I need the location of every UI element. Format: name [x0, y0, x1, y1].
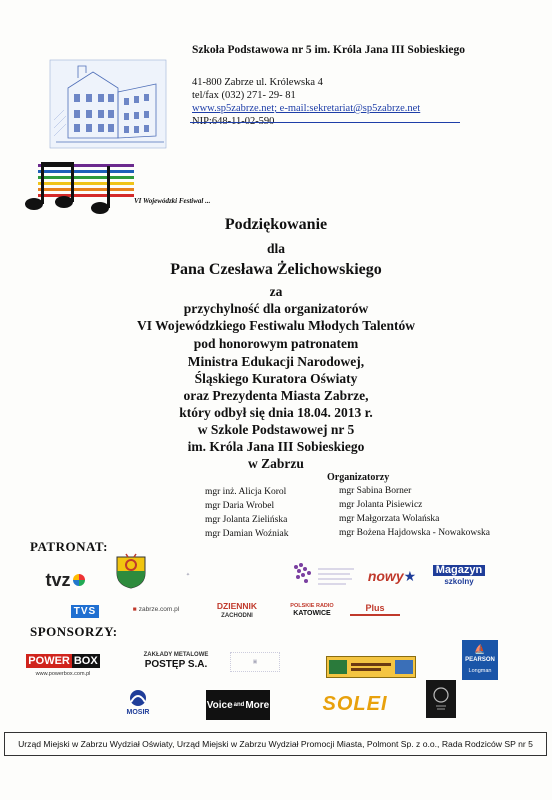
polskie-radio-katowice-logo — [286, 601, 338, 619]
school-phone: tel/fax (032) 271- 29- 81 — [192, 90, 296, 101]
pearson-ship-icon: ⛵ — [474, 643, 486, 654]
magazyn-logo-text: Magazyn — [433, 565, 485, 576]
nowy-logo — [367, 566, 417, 586]
voice-and-text: and — [233, 702, 245, 708]
letter-za: za — [269, 284, 283, 299]
zabrze-com-text: zabrze.com.pl — [138, 605, 180, 613]
letter-recipient: Pana Czesława Żelichowskiego — [170, 261, 382, 278]
postep-text: POSTĘP S.A. — [144, 659, 208, 670]
letter-line: pod honorowym patronatem — [193, 336, 359, 351]
organizer-name: mgr Bożena Hajdowska - Nowakowska — [339, 528, 490, 538]
organizer-name: mgr Jolanta Zielińska — [205, 515, 288, 525]
school-name: Szkoła Podstawowa nr 5 im. Króla Jana III Sobieskiego — [192, 44, 465, 56]
dziennik-logo-text: DZIENNIK — [216, 601, 258, 611]
postep-logo — [142, 649, 210, 671]
letter-line: im. Króla Jana III Sobieskiego — [187, 439, 365, 454]
tvz-logo-text: tvz — [45, 569, 71, 590]
tvz-logo — [40, 566, 90, 594]
organizer-name: mgr Jolanta Pisiewicz — [339, 500, 423, 510]
zabrze-com-logo — [128, 602, 184, 616]
footer-sponsors-note: Urząd Miejski w Zabrzu Wydział Oświaty, Urząd Miejski w Zabrzu Wydział Promocji Miasta, Polmont Sp. z o.o., Rada Rodziców SP nr 5 — [4, 732, 547, 756]
solei-logo — [322, 690, 388, 718]
powerbox-logo-text: POWER — [28, 655, 70, 667]
school-building-sketch — [48, 58, 168, 150]
plus-logo — [350, 602, 400, 616]
email-link[interactable]: sekretariat@sp5zabrze.net — [309, 103, 421, 114]
zabrze-coat-of-arms — [114, 551, 148, 589]
email-label: ; e-mail: — [274, 103, 310, 114]
dziennik-logo-subtext: ZACHODNI — [221, 613, 253, 619]
festival-logo-caption: VI Wojewódzki Festiwal ... — [134, 197, 211, 205]
letter-line: przychylność dla organizatorów — [183, 301, 369, 316]
school-address: 41-800 Zabrze ul. Królewska 4 — [192, 77, 323, 88]
magazyn-logo-subtext: szkolny — [444, 577, 474, 586]
voice-more-text: More — [245, 699, 270, 711]
powerbox-url: www.powerbox.com.pl — [35, 671, 91, 677]
regional-patron-logo — [290, 559, 360, 591]
header-rule — [190, 122, 460, 123]
dziennik-zachodni-logo — [214, 600, 260, 622]
letter-line: w Zabrzu — [248, 456, 304, 471]
voice-and-more-logo — [206, 690, 270, 720]
sponsorzy-label: SPONSORZY: — [30, 624, 118, 639]
faint-sponsor-logo: ▣ — [230, 652, 280, 672]
dark-emblem-logo — [426, 680, 456, 718]
pearson-longman-logo — [462, 640, 498, 680]
polskie-radio-subtext: KATOWICE — [293, 610, 331, 617]
zabrze-com-mark: ■ — [132, 605, 137, 613]
organizer-name: mgr inż. Alicja Korol — [205, 487, 287, 497]
festival-music-notes-logo — [12, 158, 142, 218]
tvz-colour-mark — [73, 574, 85, 586]
organizer-name: mgr Małgorzata Wolańska — [339, 514, 440, 524]
pearson-text: PEARSON — [465, 656, 495, 663]
nowy-logo-text: nowy — [367, 568, 404, 584]
tvs-logo-text: TVS — [71, 605, 99, 618]
voice-text: Voice — [206, 699, 233, 711]
letter-title: Podziękowanie — [224, 216, 328, 233]
school-contact-links — [192, 102, 420, 115]
zaklady-text: ZAKŁADY METALOWE — [143, 652, 209, 658]
solei-logo-text: SOLEI — [322, 692, 388, 715]
patronat-label: PATRONAT: — [30, 539, 108, 554]
organizer-name: mgr Damian Woźniak — [205, 529, 289, 539]
organizer-name: mgr Sabina Borner — [339, 486, 412, 496]
school-nip: NIP:648-11-02-590 — [192, 116, 275, 127]
mosir-logo — [120, 686, 156, 720]
mosir-text: MOSIR — [126, 709, 150, 716]
mosir-emblem — [125, 688, 151, 708]
letter-line: VI Wojewódzkiego Festiwalu Młodych Talentów — [136, 318, 415, 333]
letter-dla: dla — [266, 241, 285, 256]
organizers-title: Organizatorzy — [327, 472, 390, 483]
website-link[interactable]: www.sp5zabrze.net — [192, 103, 275, 114]
letter-line: który odbył się dnia 18.04. 2013 r. — [179, 405, 373, 420]
powerbox-logo-box: BOX — [73, 655, 98, 667]
powerbox-wordmark — [26, 654, 99, 668]
magazyn-szkolny-logo — [434, 561, 484, 591]
polskie-radio-text: POLSKIE RADIO — [290, 603, 334, 609]
letter-line: oraz Prezydenta Miasta Zabrze, — [183, 388, 369, 403]
letter-line: Śląskiego Kuratora Oświaty — [194, 371, 358, 386]
banner-sponsor-logo — [326, 656, 416, 678]
letter-line: Ministra Edukacji Narodowej, — [187, 354, 365, 369]
letter-line: w Szkole Podstawowej nr 5 — [197, 422, 355, 437]
nowy-logo-mark: ★ — [403, 567, 417, 584]
tvs-logo — [64, 602, 106, 620]
faint-patron-logo: ✦ — [185, 572, 191, 578]
powerbox-logo — [28, 652, 98, 682]
organizer-name: mgr Daria Wrobel — [205, 501, 275, 511]
plus-logo-text: Plus — [365, 603, 385, 613]
longman-text: Longman — [468, 667, 492, 674]
